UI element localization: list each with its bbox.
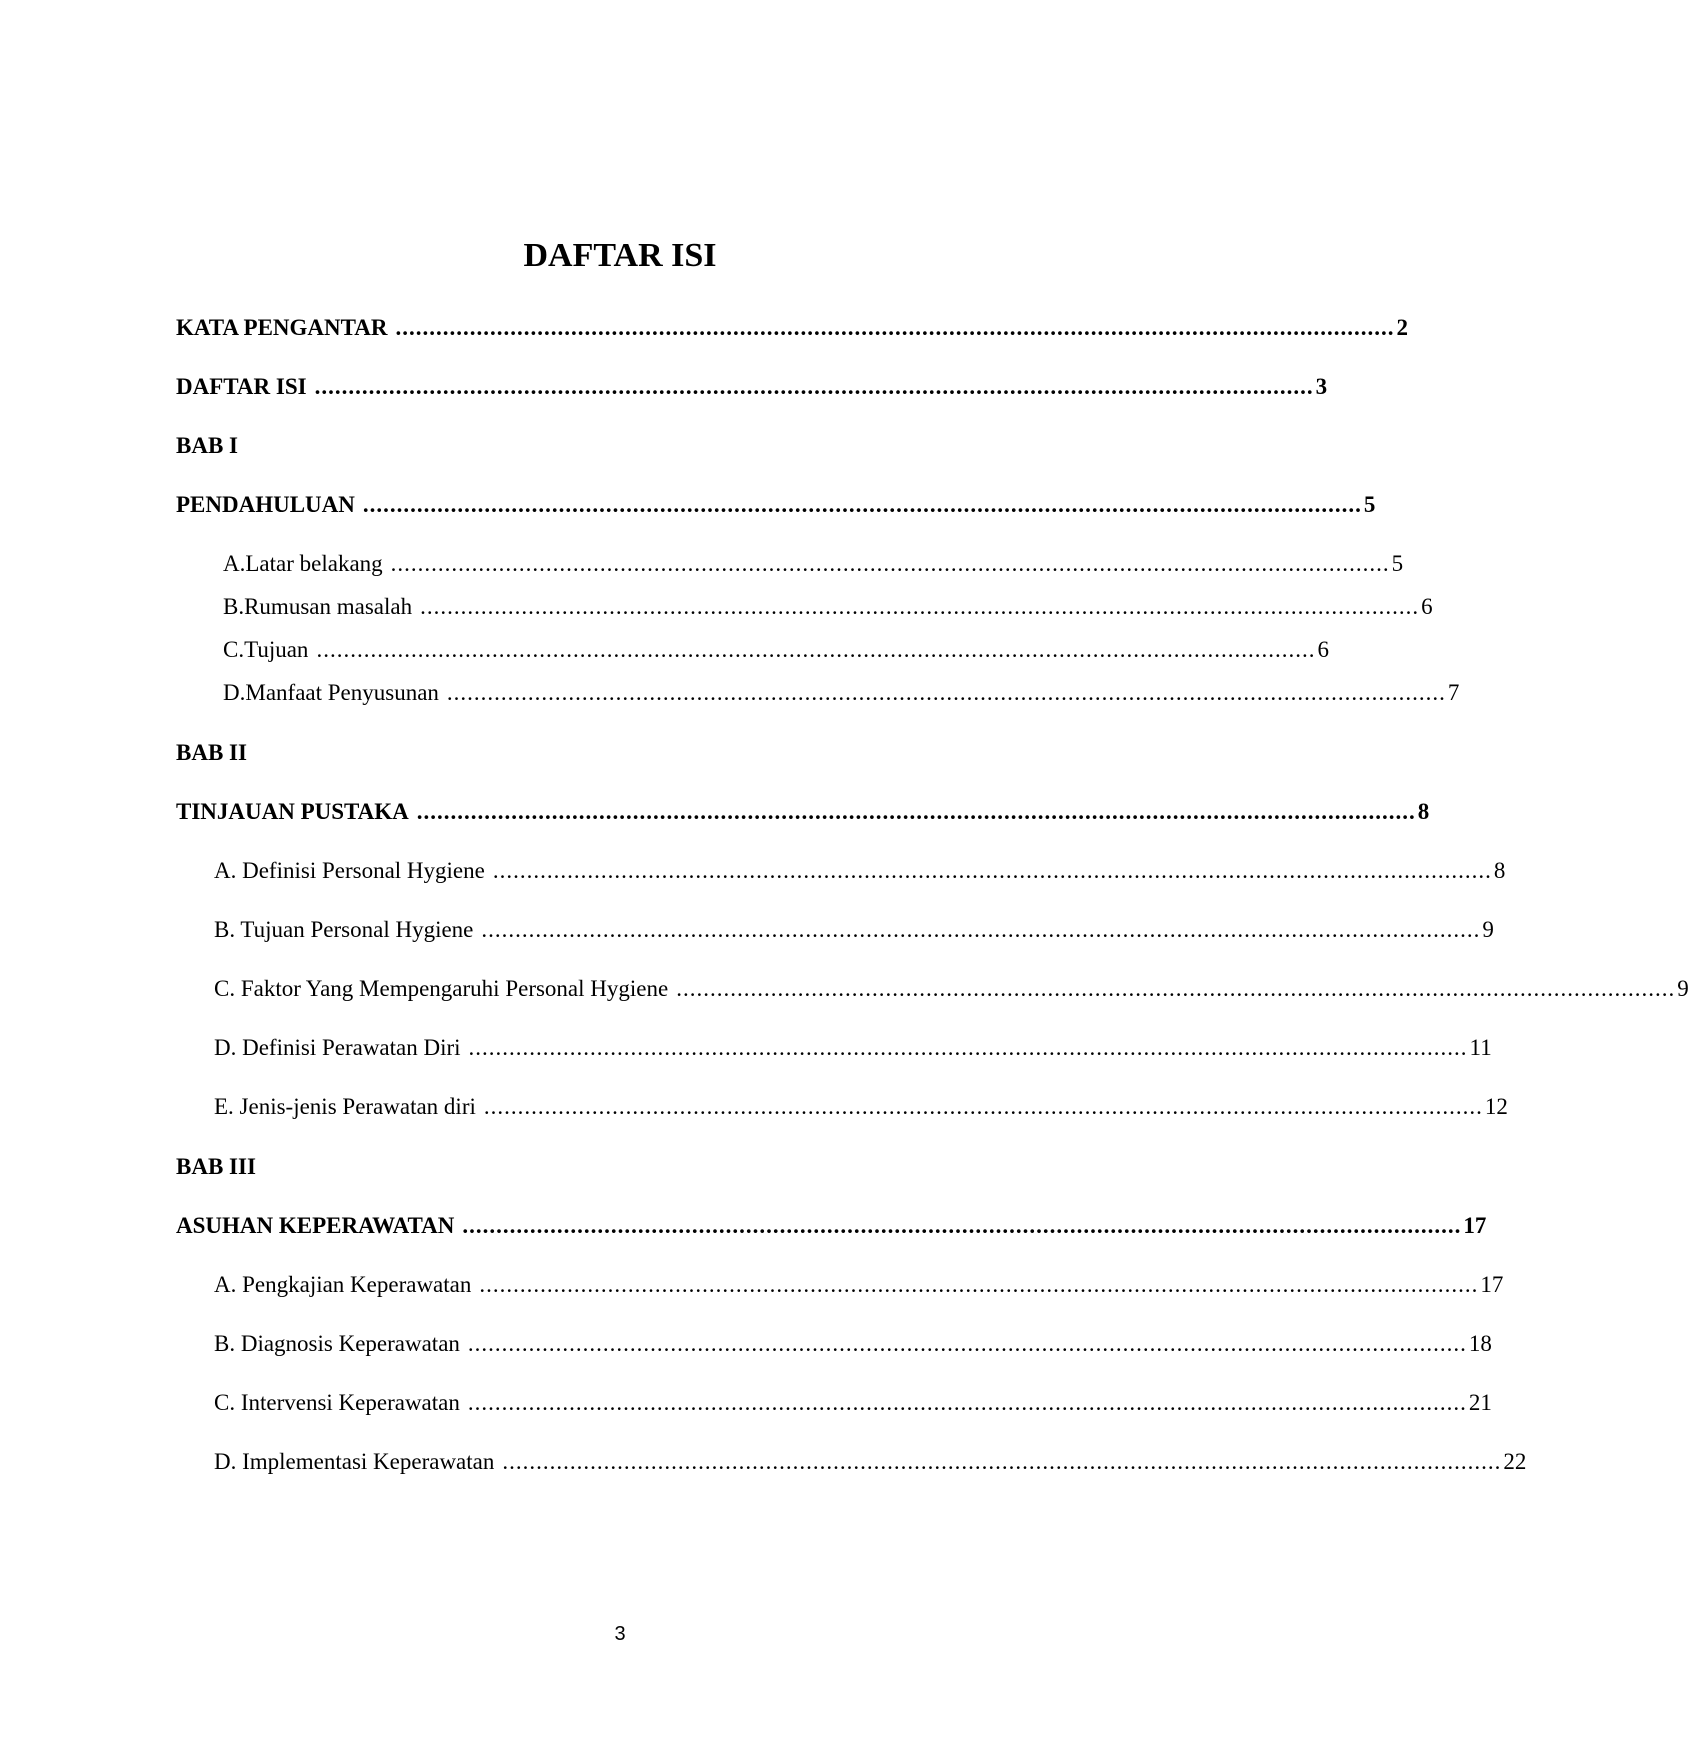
toc-entry-label: A. Pengkajian Keperawatan	[214, 1272, 472, 1297]
page-number: 3	[614, 1623, 626, 1645]
toc-entry-faktor-personal-hygiene[interactable]	[214, 974, 1689, 1004]
dot-leader: ....................................................................................................................................................	[420, 594, 1420, 619]
toc-entry-label: B. Diagnosis Keperawatan	[214, 1331, 460, 1356]
toc-entry-label: KATA PENGANTAR	[176, 315, 388, 340]
dot-leader: ....................................................................................................................................................	[416, 799, 1416, 824]
dot-leader: ....................................................................................................................................................	[492, 858, 1492, 883]
toc-entry-page: 8	[1493, 858, 1506, 883]
toc-entry-page: 7	[1447, 680, 1460, 705]
chapter-heading-bab-ii[interactable]: BAB II	[176, 740, 247, 765]
toc-entry-label: Latar belakang	[245, 551, 383, 576]
toc-entry-page: 17	[1480, 1272, 1504, 1297]
toc-entry-page: 18	[1468, 1331, 1492, 1356]
toc-entry-page: 2	[1396, 315, 1408, 340]
toc-entry-latar-belakang[interactable]	[223, 549, 1404, 579]
toc-entry-manfaat-penyusunan[interactable]	[223, 678, 1460, 708]
toc-entry-label: Tujuan	[244, 637, 309, 662]
dot-leader: ....................................................................................................................................................	[481, 917, 1481, 942]
toc-entry-tujuan-personal-hygiene[interactable]	[214, 915, 1494, 945]
toc-entry-page: 5	[1391, 551, 1404, 576]
dot-leader: ....................................................................................................................................................	[446, 680, 1446, 705]
dot-leader: ....................................................................................................................................................	[479, 1272, 1479, 1297]
toc-entry-label: Manfaat Penyusunan	[245, 680, 439, 705]
toc-entry-page: 21	[1468, 1390, 1492, 1415]
dot-leader: ....................................................................................................................................................	[676, 976, 1676, 1001]
toc-entry-diagnosis-keperawatan[interactable]	[214, 1329, 1492, 1359]
toc-entry-label: E. Jenis-jenis Perawatan diri	[214, 1094, 476, 1119]
toc-entry-marker: C.	[223, 637, 245, 662]
toc-entry-page: 22	[1503, 1449, 1527, 1474]
toc-entry-intervensi-keperawatan[interactable]	[214, 1388, 1492, 1418]
toc-entry-definisi-personal-hygiene[interactable]	[214, 856, 1506, 886]
toc-entry-label: PENDAHULUAN	[176, 492, 355, 517]
toc-entry-label: ASUHAN KEPERAWATAN	[176, 1213, 455, 1238]
toc-entry-page: 17	[1463, 1213, 1487, 1238]
dot-leader: ....................................................................................................................................................	[467, 1390, 1467, 1415]
toc-entry-label: D. Implementasi Keperawatan	[214, 1449, 495, 1474]
toc-entry-page: 3	[1315, 374, 1328, 399]
toc-entry-kata-pengantar[interactable]	[176, 313, 1408, 343]
toc-entry-definisi-perawatan-diri[interactable]	[214, 1033, 1492, 1063]
dot-leader: ....................................................................................................................................................	[483, 1094, 1483, 1119]
toc-entry-pengkajian-keperawatan[interactable]	[214, 1270, 1504, 1300]
chapter-heading-bab-i[interactable]: BAB I	[176, 433, 238, 458]
toc-entry-tinjauan-pustaka[interactable]	[176, 797, 1430, 827]
toc-entry-page: 6	[1317, 637, 1329, 662]
toc-entry-page: 6	[1421, 594, 1433, 619]
toc-entry-daftar-isi[interactable]	[176, 372, 1328, 402]
dot-leader: ....................................................................................................................................................	[462, 1213, 1462, 1238]
toc-entry-marker: B.	[223, 594, 245, 619]
toc-entry-label: A. Definisi Personal Hygiene	[214, 858, 485, 883]
toc-entry-asuhan-keperawatan[interactable]	[176, 1211, 1487, 1241]
dot-leader: ....................................................................................................................................................	[468, 1035, 1468, 1060]
toc-entry-page: 5	[1363, 492, 1376, 517]
toc-entry-page: 11	[1469, 1035, 1492, 1060]
toc-entry-marker: A.	[223, 551, 246, 576]
dot-leader: ....................................................................................................................................................	[502, 1449, 1502, 1474]
toc-entry-rumusan-masalah[interactable]	[223, 592, 1433, 622]
toc-entry-label: DAFTAR ISI	[176, 374, 307, 399]
dot-leader: ....................................................................................................................................................	[362, 492, 1362, 517]
dot-leader: ....................................................................................................................................................	[314, 374, 1314, 399]
toc-entry-label: D. Definisi Perawatan Diri	[214, 1035, 461, 1060]
dot-leader: ....................................................................................................................................................	[390, 551, 1390, 576]
page-title: DAFTAR ISI	[523, 237, 717, 274]
toc-entry-label: B. Tujuan Personal Hygiene	[214, 917, 474, 942]
toc-entry-implementasi-keperawatan[interactable]	[214, 1447, 1527, 1477]
toc-entry-label: Rumusan masalah	[244, 594, 413, 619]
dot-leader: ....................................................................................................................................................	[316, 637, 1316, 662]
toc-entry-page: 9	[1482, 917, 1494, 942]
toc-entry-label: C. Faktor Yang Mempengaruhi Personal Hygiene	[214, 976, 669, 1001]
toc-entry-pendahuluan[interactable]	[176, 490, 1376, 520]
toc-entry-marker: D.	[223, 680, 246, 705]
toc-entry-jenis-perawatan-diri[interactable]	[214, 1092, 1508, 1122]
dot-leader: ....................................................................................................................................................	[395, 315, 1395, 340]
chapter-heading-bab-iii[interactable]: BAB III	[176, 1154, 256, 1179]
toc-entry-label: C. Intervensi Keperawatan	[214, 1390, 460, 1415]
toc-entry-page: 8	[1417, 799, 1430, 824]
dot-leader: ....................................................................................................................................................	[467, 1331, 1467, 1356]
toc-entry-label: TINJAUAN PUSTAKA	[176, 799, 409, 824]
toc-entry-page: 12	[1484, 1094, 1508, 1119]
toc-entry-page: 9	[1677, 976, 1689, 1001]
toc-entry-tujuan[interactable]	[223, 635, 1329, 665]
